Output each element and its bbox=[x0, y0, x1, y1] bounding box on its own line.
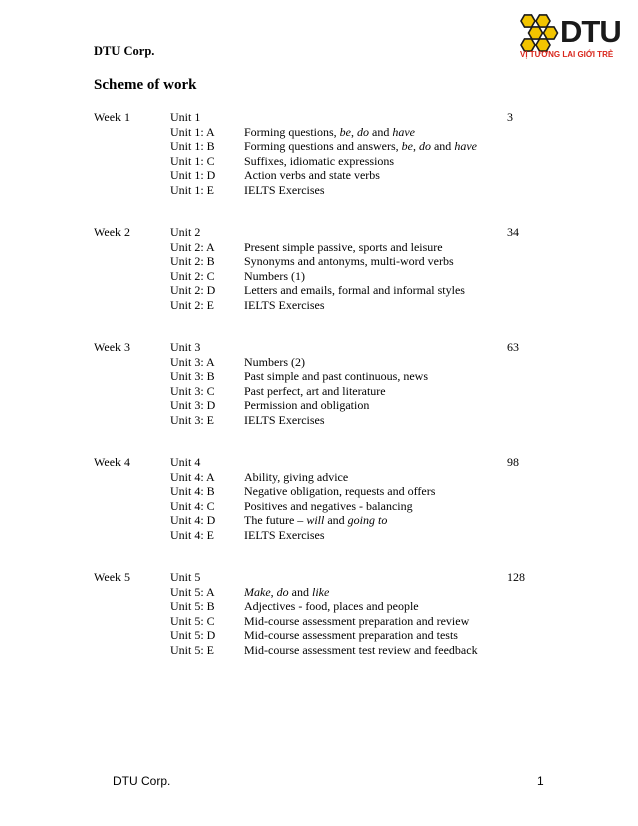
topic-text: Mid-course assessment preparation and review bbox=[244, 613, 470, 628]
logo-hexagon bbox=[544, 27, 558, 39]
lesson-row bbox=[0, 254, 638, 269]
lesson-code: Unit 5: B bbox=[170, 599, 215, 613]
lesson-code: Unit 4: D bbox=[170, 513, 216, 527]
lesson-row bbox=[0, 355, 638, 370]
unit-title: Unit 4 bbox=[170, 455, 201, 469]
unit-page-number: 63 bbox=[507, 340, 519, 354]
lesson-topic bbox=[244, 398, 369, 413]
topic-text: , bbox=[351, 124, 357, 139]
topic-text: The future – bbox=[244, 513, 307, 527]
lesson-row bbox=[0, 139, 638, 154]
topic-text: Negative obligation, requests and offers bbox=[244, 484, 436, 498]
lesson-topic bbox=[244, 470, 348, 485]
lesson-topic bbox=[244, 628, 458, 643]
week-label: Week 3 bbox=[94, 340, 131, 354]
lesson-row bbox=[0, 269, 638, 284]
lesson-row bbox=[0, 528, 638, 543]
lesson-code: Unit 2: C bbox=[170, 268, 215, 283]
lesson-topic bbox=[244, 139, 477, 154]
unit-header-row bbox=[0, 225, 638, 240]
topic-text: Mid-course assessment test review and feedback bbox=[244, 642, 478, 657]
lesson-code: Unit 5: A bbox=[170, 584, 215, 599]
topic-text: and bbox=[288, 584, 312, 599]
unit-page-number: 98 bbox=[507, 455, 519, 469]
lesson-row bbox=[0, 643, 638, 658]
week-label: Week 4 bbox=[94, 455, 131, 469]
lesson-row bbox=[0, 614, 638, 629]
lesson-topic bbox=[244, 254, 454, 269]
lesson-topic bbox=[244, 585, 329, 600]
lesson-row bbox=[0, 298, 638, 313]
topic-italic-term: going to bbox=[347, 513, 388, 527]
topic-text: and bbox=[324, 513, 348, 527]
lesson-code: Unit 4: A bbox=[170, 469, 215, 484]
lesson-code: Unit 3: E bbox=[170, 412, 214, 427]
lesson-topic bbox=[244, 154, 394, 169]
lesson-row bbox=[0, 513, 638, 528]
topic-text: IELTS Exercises bbox=[244, 412, 325, 427]
lesson-topic bbox=[244, 528, 325, 543]
topic-italic-term: have bbox=[454, 139, 477, 153]
unit-title: Unit 5 bbox=[170, 570, 201, 584]
lesson-code: Unit 1: A bbox=[170, 124, 215, 139]
lesson-code: Unit 3: D bbox=[170, 398, 216, 412]
topic-text: Synonyms and antonyms, multi-word verbs bbox=[244, 254, 454, 268]
topic-italic-term: be bbox=[401, 139, 413, 153]
topic-text: Past perfect, art and literature bbox=[244, 383, 386, 398]
topic-italic-term: will bbox=[306, 513, 325, 527]
topic-italic-term: do bbox=[418, 139, 431, 153]
lesson-row bbox=[0, 499, 638, 514]
topic-italic-term: do bbox=[357, 124, 369, 139]
topic-italic-term: do bbox=[276, 584, 289, 599]
logo-slogan: VỊ TƯƠNG LAI GIỚI TRẺ bbox=[520, 50, 614, 59]
topic-text: IELTS Exercises bbox=[244, 297, 325, 312]
lesson-code: Unit 5: D bbox=[170, 628, 216, 642]
unit-header-row bbox=[0, 455, 638, 470]
lesson-topic bbox=[244, 355, 305, 370]
lesson-row bbox=[0, 398, 638, 413]
lesson-row bbox=[0, 599, 638, 614]
logo-hexagon bbox=[536, 15, 550, 27]
lesson-topic bbox=[244, 413, 325, 428]
topic-text: Positives and negatives - balancing bbox=[244, 498, 413, 513]
lesson-topic bbox=[244, 298, 325, 313]
lesson-topic bbox=[244, 269, 305, 284]
week-label: Week 1 bbox=[94, 110, 131, 124]
topic-text: Numbers (2) bbox=[244, 354, 305, 369]
lesson-code: Unit 4: B bbox=[170, 484, 215, 498]
topic-text: Suffixes, idiomatic expressions bbox=[244, 153, 395, 168]
topic-text: Ability, giving advice bbox=[244, 469, 349, 484]
lesson-code: Unit 1: E bbox=[170, 182, 214, 197]
dtu-logo bbox=[508, 12, 630, 62]
lesson-row bbox=[0, 484, 638, 499]
lesson-topic bbox=[244, 283, 465, 298]
topic-text: , bbox=[270, 584, 277, 599]
lesson-row bbox=[0, 413, 638, 428]
topic-italic-term: like bbox=[311, 584, 330, 599]
topic-text: IELTS Exercises bbox=[244, 182, 325, 197]
lesson-row bbox=[0, 585, 638, 600]
lesson-row bbox=[0, 384, 638, 399]
topic-text: Action verbs and state verbs bbox=[244, 168, 380, 182]
logo-wordmark: DTU bbox=[560, 14, 621, 49]
unit-page-number: 3 bbox=[507, 110, 513, 124]
unit-title: Unit 3 bbox=[170, 340, 201, 354]
lesson-topic bbox=[244, 240, 443, 255]
topic-text: Adjectives - food, places and people bbox=[244, 599, 419, 613]
lesson-row bbox=[0, 154, 638, 169]
lesson-topic bbox=[244, 384, 386, 399]
lesson-code: Unit 2: B bbox=[170, 254, 215, 268]
lesson-code: Unit 3: C bbox=[170, 383, 215, 398]
lesson-row bbox=[0, 168, 638, 183]
lesson-topic bbox=[244, 168, 380, 183]
lesson-row bbox=[0, 240, 638, 255]
topic-text: Permission and obligation bbox=[244, 398, 370, 412]
lesson-code: Unit 5: E bbox=[170, 642, 214, 657]
lesson-topic bbox=[244, 513, 387, 528]
lesson-code: Unit 1: C bbox=[170, 153, 215, 168]
lesson-topic bbox=[244, 614, 469, 629]
topic-text: and bbox=[430, 139, 455, 153]
lesson-code: Unit 3: A bbox=[170, 354, 215, 369]
unit-title: Unit 2 bbox=[170, 225, 201, 239]
lesson-topic bbox=[244, 599, 419, 614]
lesson-row bbox=[0, 369, 638, 384]
lesson-code: Unit 2: A bbox=[170, 239, 215, 254]
topic-italic-term: Make bbox=[244, 584, 271, 599]
footer-page-number: 1 bbox=[537, 774, 544, 788]
logo-hexagon bbox=[521, 15, 535, 27]
topic-text: , bbox=[412, 139, 419, 153]
unit-page-number: 34 bbox=[507, 225, 519, 239]
topic-italic-term: be bbox=[339, 124, 351, 139]
lesson-row bbox=[0, 628, 638, 643]
lesson-code: Unit 2: E bbox=[170, 297, 214, 312]
lesson-code: Unit 2: D bbox=[170, 283, 216, 297]
topic-italic-term: have bbox=[392, 124, 415, 139]
topic-text: Numbers (1) bbox=[244, 268, 305, 283]
unit-title: Unit 1 bbox=[170, 110, 201, 124]
lesson-row bbox=[0, 125, 638, 140]
header-company: DTU Corp. bbox=[94, 44, 155, 58]
lesson-topic bbox=[244, 499, 413, 514]
lesson-code: Unit 3: B bbox=[170, 369, 215, 383]
topic-text: Present simple passive, sports and leisure bbox=[244, 239, 443, 254]
unit-header-row bbox=[0, 340, 638, 355]
lesson-code: Unit 4: C bbox=[170, 498, 215, 513]
lesson-topic bbox=[244, 484, 435, 499]
topic-text: Mid-course assessment preparation and tests bbox=[244, 628, 458, 642]
page-title: Scheme of work bbox=[94, 77, 197, 93]
lesson-row bbox=[0, 470, 638, 485]
lesson-row bbox=[0, 283, 638, 298]
footer-company: DTU Corp. bbox=[113, 774, 171, 788]
topic-text: Forming questions, bbox=[244, 124, 340, 139]
logo-hexagon bbox=[529, 27, 543, 39]
lesson-topic bbox=[244, 369, 428, 384]
lesson-code: Unit 1: D bbox=[170, 168, 216, 182]
lesson-code: Unit 1: B bbox=[170, 139, 215, 153]
topic-text: Forming questions and answers, bbox=[244, 139, 402, 153]
lesson-code: Unit 4: E bbox=[170, 527, 214, 542]
unit-header-row bbox=[0, 570, 638, 585]
lesson-code: Unit 5: C bbox=[170, 613, 215, 628]
unit-header-row bbox=[0, 110, 638, 125]
week-label: Week 5 bbox=[94, 570, 131, 584]
topic-text: IELTS Exercises bbox=[244, 527, 325, 542]
lesson-row bbox=[0, 183, 638, 198]
week-label: Week 2 bbox=[94, 225, 131, 239]
lesson-topic bbox=[244, 643, 478, 658]
topic-text: Past simple and past continuous, news bbox=[244, 369, 428, 383]
lesson-topic bbox=[244, 183, 325, 198]
lesson-topic bbox=[244, 125, 415, 140]
unit-page-number: 128 bbox=[507, 570, 525, 584]
topic-text: Letters and emails, formal and informal styles bbox=[244, 283, 465, 297]
topic-text: and bbox=[369, 124, 393, 139]
